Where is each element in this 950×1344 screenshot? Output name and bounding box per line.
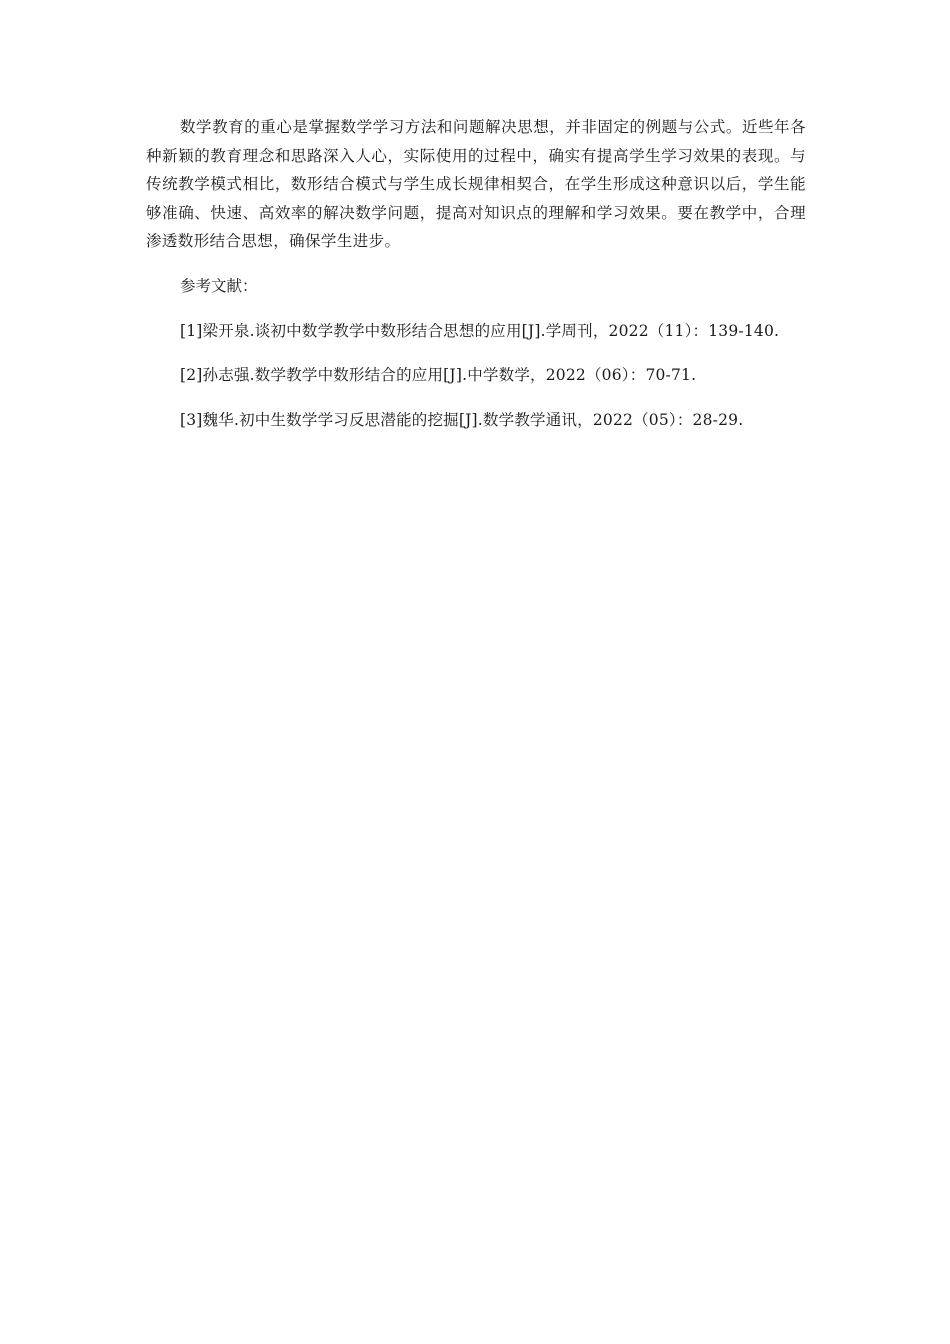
document-content bbox=[146, 113, 806, 434]
references-list bbox=[146, 317, 806, 435]
reference-item-3: [3]魏华.初中生数学学习反思潜能的挖掘[J].数学教学通讯，2022（05）：28-29. bbox=[180, 410, 744, 429]
reference-item-2: [2]孙志强.数学教学中数形结合的应用[J].中学数学，2022（06）：70-71. bbox=[180, 366, 697, 385]
body-paragraph: 数学教育的重心是掌握数学学习方法和问题解决思想，并非固定的例题与公式。近些年各种新颖的教育理念和思路深入人心，实际使用的过程中，确实有提高学生学习效果的表现。与传统教学模式相比，数形结合模式与学生成长规律相契合，在学生形成这种意识以后，学生能够准确、快速、高效率的解决数学问题，提高对知识点的理解和学习效果。要在教学中，合理渗透数形结合思想，确保学生进步。 bbox=[146, 118, 806, 251]
reference-item-1: [1]梁开泉.谈初中数学教学中数形结合思想的应用[J].学周刊，2022（11）：139-140. bbox=[180, 321, 780, 340]
references-heading: 参考文献： bbox=[180, 276, 258, 295]
